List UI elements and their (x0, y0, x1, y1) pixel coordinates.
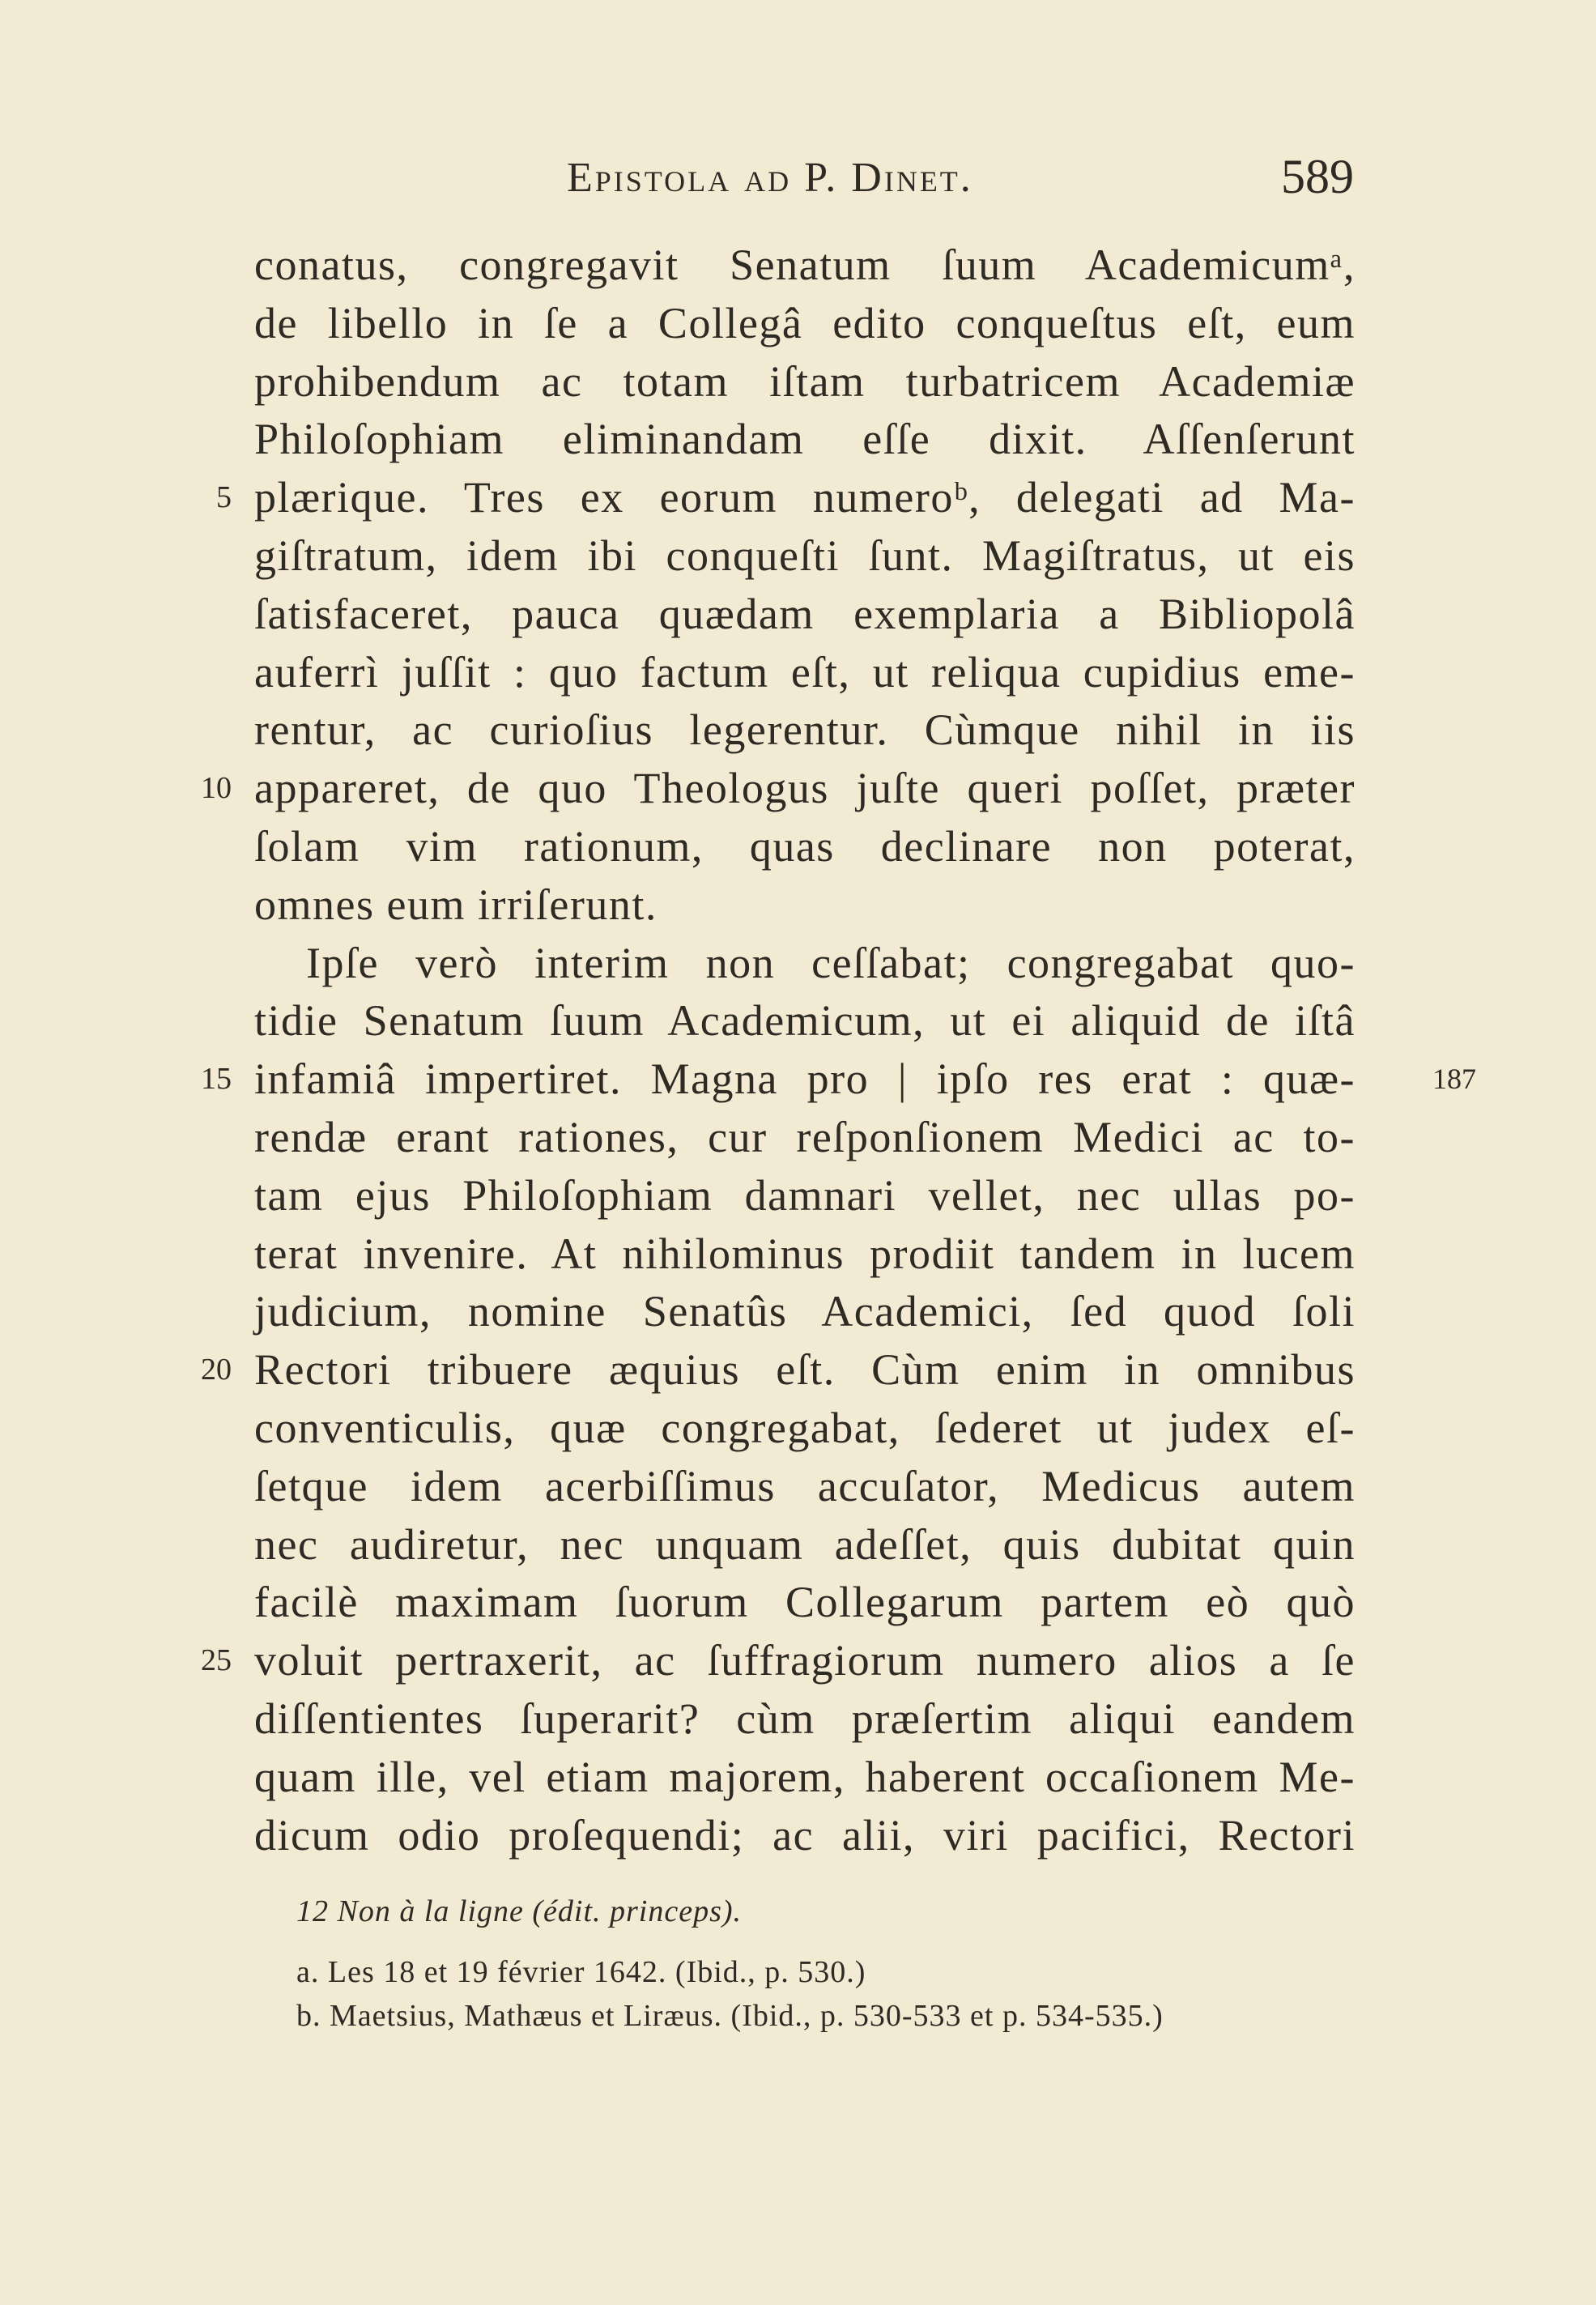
text-line-content: Rectori tribuere æquius eſt. Cùm enim in omnibus (254, 1345, 1356, 1395)
text-line-content: de libello in ſe a Collegâ edito conqueſtus eſt, eum (254, 298, 1356, 347)
line-number: 10 (201, 771, 232, 806)
variant-note: 12 Non à la ligne (édit. princeps). (296, 1894, 743, 1928)
text-line-content: rendæ erant rationes, cur reſponſionem Medici ac to- (254, 1112, 1356, 1161)
line-number: 5 (216, 480, 232, 515)
text-line-content: omnes eum irriſerunt. (254, 880, 658, 929)
text-line-content: auferrì juſſit : quo factum eſt, ut reliqua cupidius eme- (254, 647, 1356, 697)
page-number: 589 (1281, 150, 1354, 203)
text-line (254, 1167, 1356, 1225)
text-line (254, 411, 1356, 469)
main-text (201, 236, 1476, 1864)
text-line-content: judicium, nomine Senatûs Academici, ſed quod ſoli (254, 1287, 1356, 1336)
text-line-content: giſtratum, idem ibi conqueſti ſunt. Magiſtratus, ut eis (254, 530, 1356, 580)
text-line-content: diſſentientes ſuperarit? cùm præſertim aliqui eandem (254, 1694, 1356, 1743)
text-line (254, 1690, 1356, 1749)
text-line-content: ſetque idem acerbiſſimus accuſator, Medicus autem (254, 1461, 1356, 1510)
text-line-content: voluit pertraxerit, ac ſuffragiorum numero alios a ſe (254, 1636, 1356, 1685)
text-line-content: terat invenire. At nihilominus prodiit tandem in lucem (254, 1229, 1356, 1278)
text-line (254, 1225, 1356, 1284)
line-number: 20 (201, 1353, 232, 1387)
text-line (254, 818, 1356, 876)
text-line (254, 935, 1356, 993)
text-line (254, 295, 1356, 353)
text-line (201, 1050, 1476, 1109)
text-line-content: ſatisfaceret, pauca quædam exemplaria a Bibliopolâ (254, 589, 1356, 638)
text-line-content: plærique. Tres ex eorum numeroᵇ, delegati ad Ma- (254, 473, 1356, 522)
footnotes (296, 1887, 1349, 2038)
text-line-content: infamiâ impertiret. Magna pro | ipſo res erat : quæ- (254, 1055, 1356, 1104)
text-line (254, 1458, 1356, 1516)
text-line (216, 469, 1356, 527)
text-line (254, 1400, 1356, 1458)
text-line-content: prohibendum ac totam iſtam turbatricem Academiæ (254, 356, 1356, 406)
text-line-content: Ipſe verò interim non ceſſabat; congregabat quo- (306, 938, 1356, 987)
text-line (201, 760, 1356, 818)
running-head (251, 150, 1368, 219)
text-line-content: conatus, congregavit Senatum ſuum Academicumᵃ, (254, 241, 1356, 289)
text-line-content: dicum odio proſequendi; ac alii, viri pacifici, Rectori (254, 1810, 1356, 1860)
text-line-content: tam ejus Philoſophiam damnari vellet, nec ullas po- (254, 1170, 1356, 1220)
text-line-content: quam ille, vel etiam majorem, haberent occaſionem Me- (254, 1752, 1356, 1801)
line-number: 15 (201, 1062, 232, 1097)
text-line-content: rentur, ac curioſius legerentur. Cùmque nihil in iis (254, 705, 1356, 755)
text-line (254, 876, 1356, 935)
text-line-content: facilè maximam ſuorum Collegarum partem eò quò (254, 1578, 1356, 1627)
margin-page-reference: 187 (1432, 1063, 1476, 1096)
text-line (254, 1283, 1356, 1341)
text-line (254, 992, 1356, 1050)
text-line (254, 1807, 1356, 1865)
text-line-content: conventiculis, quæ congregabat, ſederet ut judex eſ- (254, 1403, 1356, 1452)
text-line (254, 701, 1356, 760)
text-line (254, 1749, 1356, 1807)
text-line-content: appareret, de quo Theologus juſte queri poſſet, præter (254, 764, 1356, 813)
text-line (254, 1516, 1356, 1574)
footnote-a: a. Les 18 et 19 février 1642. (Ibid., p. 530.) (296, 1955, 866, 1989)
text-line-content: Philoſophiam eliminandam eſſe dixit. Aſſenſerunt (254, 415, 1356, 464)
text-line (254, 236, 1356, 295)
text-line (254, 1109, 1356, 1167)
text-line (254, 644, 1356, 702)
running-title: Epistola ad P. Dinet. (567, 155, 973, 201)
text-line (254, 527, 1356, 586)
text-line-content: tidie Senatum ſuum Academicum, ut ei aliquid de iſtâ (254, 996, 1356, 1046)
text-line (254, 1574, 1356, 1632)
text-line (201, 1341, 1356, 1400)
footnote-b: b. Maetsius, Mathæus et Liræus. (Ibid., p. 530-533 et p. 534-535.) (296, 1999, 1164, 2033)
text-line-content: nec audiretur, nec unquam adeſſet, quis dubitat quin (254, 1519, 1356, 1569)
text-line (254, 586, 1356, 644)
text-line-content: ſolam vim rationum, quas declinare non poterat, (254, 821, 1356, 871)
text-line (201, 1632, 1356, 1690)
text-line (254, 353, 1356, 411)
line-number: 25 (201, 1643, 232, 1678)
